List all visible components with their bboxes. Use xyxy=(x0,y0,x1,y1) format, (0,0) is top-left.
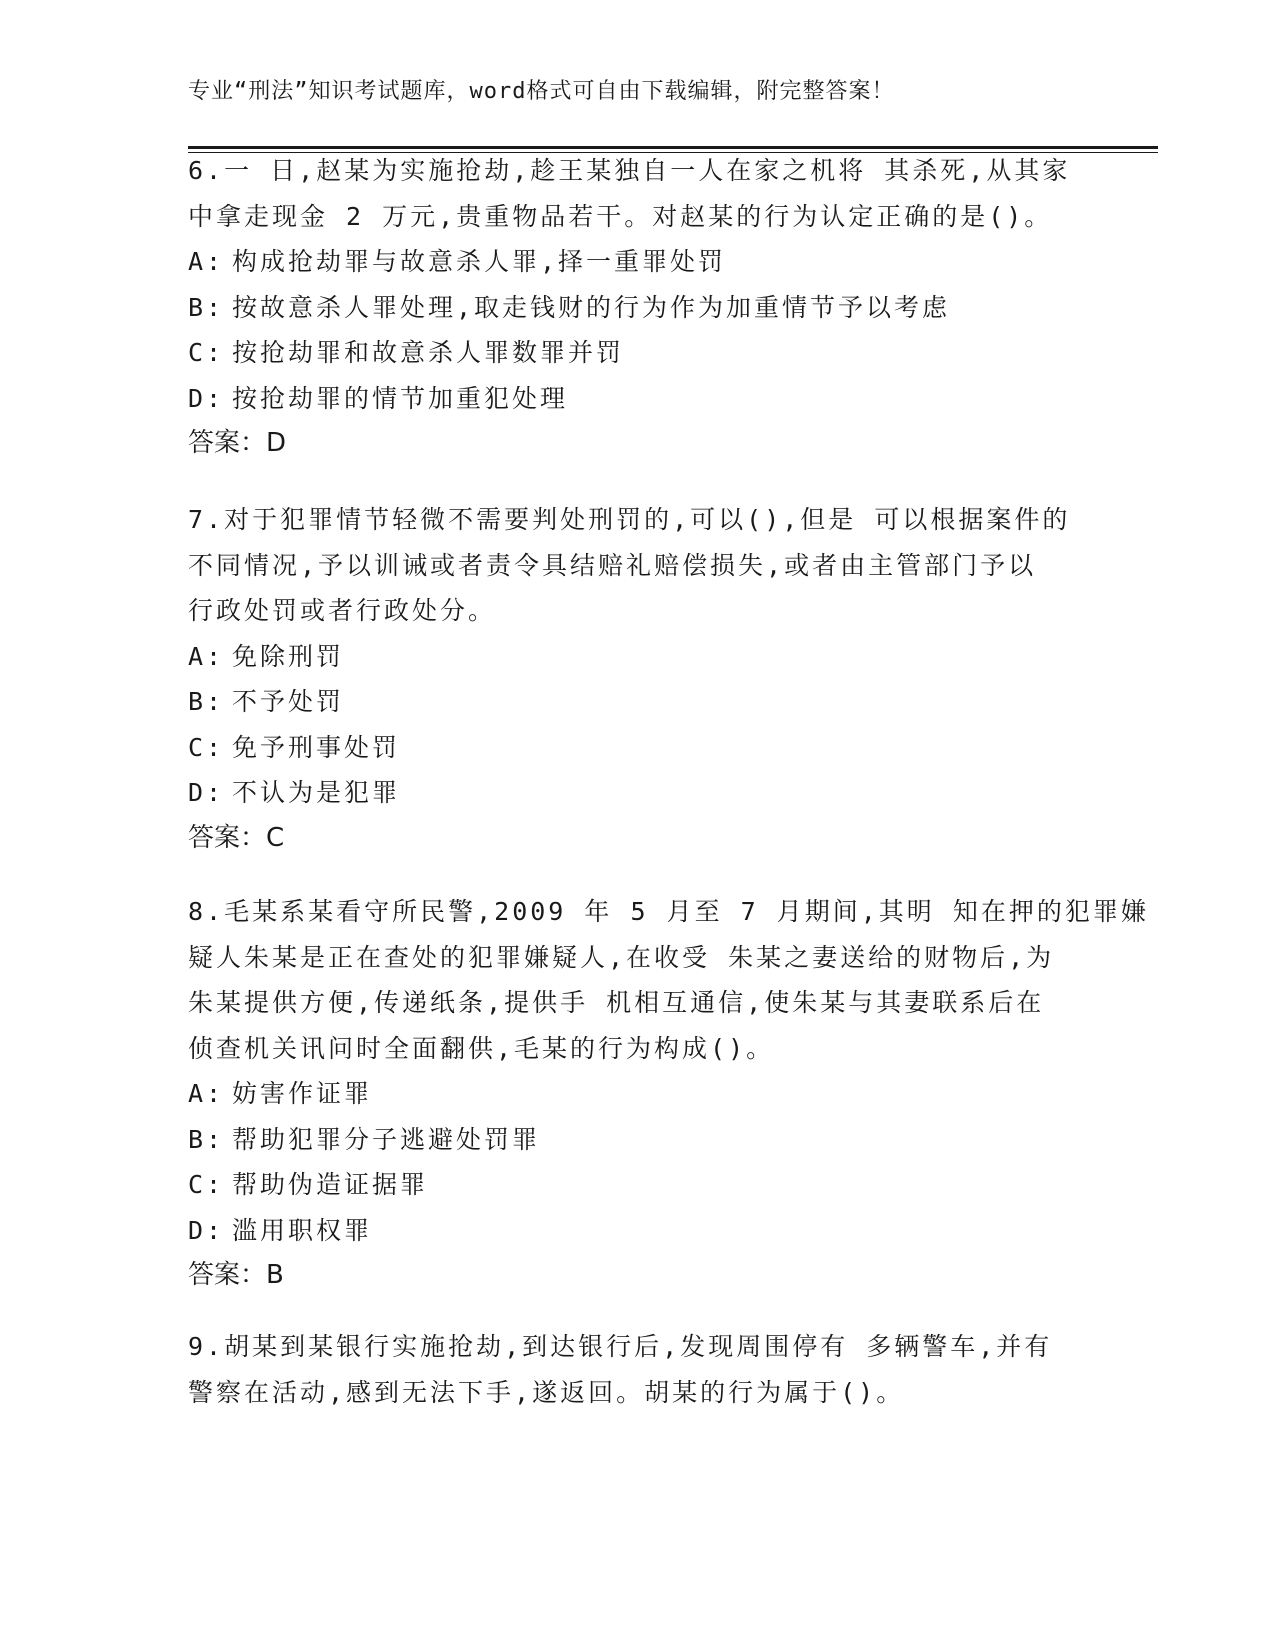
option-letter: D: xyxy=(188,1215,225,1245)
option-a xyxy=(188,239,1088,285)
question-6 xyxy=(188,148,1088,467)
option-c xyxy=(188,1162,1088,1208)
question-text-line: 疑人朱某是正在查处的犯罪嫌疑人,在收受 朱某之妻送给的财物后,为 xyxy=(188,942,1055,972)
answer-line: 答案：D xyxy=(188,428,287,458)
answer-line: 答案：C xyxy=(188,822,285,853)
header-text: 专业“刑法”知识考试题库，word格式可自由下载编辑，附完整答案！ xyxy=(188,79,895,104)
option-text: 按抢劫罪和故意杀人罪数罪并罚 xyxy=(232,338,625,367)
option-b xyxy=(188,285,1088,331)
question-text-line: 9.胡某到某银行实施抢劫,到达银行后,发现周围停有 多辆警车,并有 xyxy=(188,1332,1053,1361)
option-text: 不认为是犯罪 xyxy=(232,778,401,807)
option-letter: A: xyxy=(188,1079,225,1108)
question-text-line: 中拿走现金 2 万元,贵重物品若干。对赵某的行为认定正确的是()。 xyxy=(188,201,1053,231)
option-text: 妨害作证罪 xyxy=(232,1079,373,1108)
question-7 xyxy=(188,497,1088,861)
option-text: 免除刑罚 xyxy=(232,641,345,671)
option-d xyxy=(188,376,1088,422)
option-c xyxy=(188,725,1088,771)
question-text-line: 侦查机关讯问时全面翻供,毛某的行为构成()。 xyxy=(188,1033,775,1063)
answer-line: 答案：B xyxy=(188,1260,284,1290)
option-letter: B: xyxy=(188,292,225,322)
option-text: 免予刑事处罚 xyxy=(232,732,401,762)
question-text-line: 6.一 日,赵某为实施抢劫,趁王某独自一人在家之机将 其杀死,从其家 xyxy=(188,156,1071,185)
option-letter: C: xyxy=(188,1170,225,1199)
question-9 xyxy=(188,1324,1088,1415)
option-letter: C: xyxy=(188,338,225,367)
option-text: 构成抢劫罪与故意杀人罪,择一重罪处罚 xyxy=(232,247,727,276)
option-a xyxy=(188,1071,1088,1117)
option-text: 滥用职权罪 xyxy=(232,1215,373,1245)
option-letter: D: xyxy=(188,778,225,807)
question-text-line: 8.毛某系某看守所民警,2009 年 5 月至 7 月期间,其明 知在押的犯罪嫌 xyxy=(188,897,1149,926)
question-text-line: 7.对于犯罪情节轻微不需要判处刑罚的,可以(),但是 可以根据案件的 xyxy=(188,505,1071,534)
option-letter: B: xyxy=(188,1124,225,1154)
option-text: 不予处罚 xyxy=(232,687,345,716)
option-c xyxy=(188,330,1088,376)
option-a xyxy=(188,634,1088,680)
question-8 xyxy=(188,889,1149,1299)
option-b xyxy=(188,679,1088,725)
option-letter: D: xyxy=(188,383,225,413)
option-text: 按故意杀人罪处理,取走钱财的行为作为加重情节予以考虑 xyxy=(232,292,951,322)
option-text: 帮助犯罪分子逃避处罚罪 xyxy=(232,1124,541,1154)
option-text: 按抢劫罪的情节加重犯处理 xyxy=(232,383,569,413)
option-letter: B: xyxy=(188,687,225,716)
question-text-line: 行政处罚或者行政处分。 xyxy=(188,596,497,625)
question-text-line: 不同情况,予以训诫或者责令具结赔礼赔偿损失,或者由主管部门予以 xyxy=(188,550,1037,580)
option-letter: A: xyxy=(188,641,225,671)
option-d xyxy=(188,1208,1088,1254)
option-letter: C: xyxy=(188,732,225,762)
option-d xyxy=(188,770,1088,816)
option-text: 帮助伪造证据罪 xyxy=(232,1170,429,1199)
question-text-line: 朱某提供方便,传递纸条,提供手 机相互通信,使朱某与其妻联系后在 xyxy=(188,988,1045,1017)
option-b xyxy=(188,1117,1088,1163)
question-text-line: 警察在活动,感到无法下手,遂返回。胡某的行为属于()。 xyxy=(188,1377,905,1407)
option-letter: A: xyxy=(188,247,225,276)
